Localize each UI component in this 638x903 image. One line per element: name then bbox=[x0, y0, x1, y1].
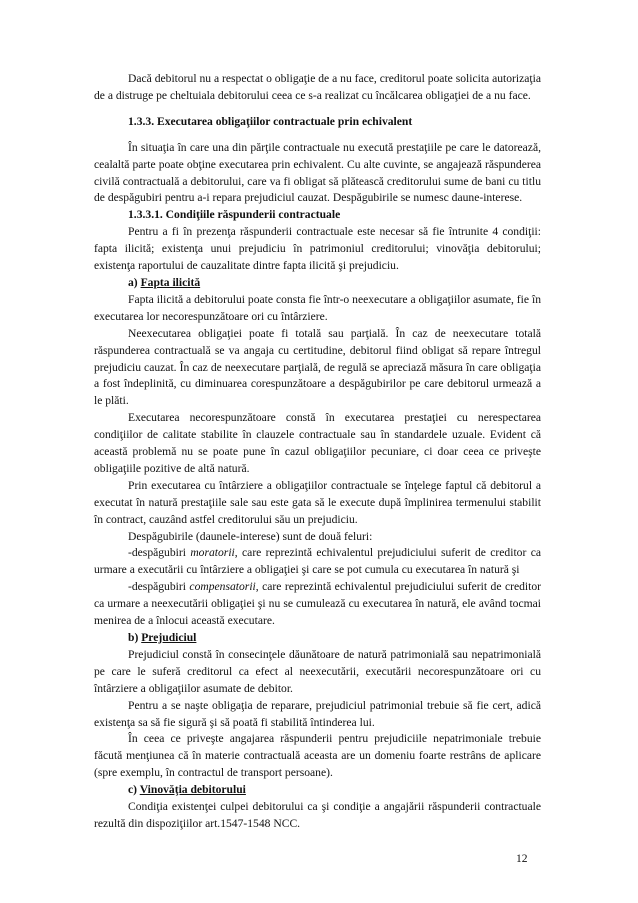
paragraph-despagubiri-compensatorii bbox=[94, 579, 541, 630]
text-post: , care reprezintă echivalentul prejudiciului suferit de creditor ca urmare a executării cu întârziere a obligaţiei şi care se pot cumula cu executarea în natură şi bbox=[94, 546, 541, 577]
text-post: , care reprezintă echivalentul prejudiciului suferit de creditor ca urmare a neexecutării obligaţiei şi nu se cumulează cu executarea în natură, ele având tocmai menirea de a înlocui această executare. bbox=[94, 580, 541, 628]
heading-vinovatia bbox=[94, 782, 541, 799]
heading-prejudiciul bbox=[94, 630, 541, 647]
paragraph-executare-cu-intarziere: Prin executarea cu întârziere a obligaţiilor contractuale se înţelege faptul că debitorul a executat în natură prestaţiile sale sau este gata să le execute după împlinirea termenului stabilit în contract, cauzând astfel creditorului său un prejudiciu. bbox=[94, 478, 541, 526]
heading-prefix: b) bbox=[128, 631, 142, 644]
paragraph-vinovatia: Condiţia existenţei culpei debitorului ca şi condiţie a angajării răspunderii contractuale rezultă din dispoziţiilor art.1547-1548 NCC. bbox=[94, 800, 541, 830]
heading-title: Vinovăţia debitorului bbox=[139, 783, 246, 797]
heading-title: Prejudiciul bbox=[141, 631, 197, 644]
text-pre: -despăgubiri bbox=[128, 580, 190, 594]
paragraph-executare-necorespunzatoare: Executarea necorespunzătoare constă în executarea prestaţiei cu nerespectarea condiţiilor de calitate stabilite în clauzele contractuale sau în standardele uzuale. Evident că această problemă nu se poate pune în cazul obligaţiilor pecuniare, ci doar ceea ce priveşte obligaţiile pozitive de altă natură. bbox=[94, 411, 541, 475]
text-emphasis: moratorii bbox=[190, 546, 235, 560]
paragraph-obligatia-de-reparare: Pentru a se naşte obligaţia de reparare, prejudiciul patrimonial trebuie să fie cert, adică existenţa sa să fie sigură şi să poată fi stabilită întinderea lui. bbox=[94, 698, 541, 729]
paragraph-fapta-ilicita: Fapta ilicită a debitorului poate consta fie într-o neexecutare a obligaţiilor asumate, fie în executarea lor necorespunzătoare ori cu întârziere. bbox=[94, 292, 541, 323]
paragraph-neexecutare: Neexecutarea obligaţiei poate fi totală sau parţială. În caz de neexecutare totală răspunderea contractuală se va angaja cu certitudine, debitorul fiind obligat să repare întregul prejudiciu cauzat. În caz de neexecutare parţială, de regulă se apreciază măsura în care obligaţia a fost îndeplinită, cu diminuarea corespunzătoare a despăgubirilor pe care debitorul urmează a le plăti. bbox=[94, 326, 541, 408]
paragraph-despagubiri: Despăgubirile (daunele-interese) sunt de două feluri: bbox=[128, 529, 373, 543]
page-number: 12 bbox=[516, 852, 528, 865]
document-page bbox=[94, 71, 541, 833]
heading-1-3-3-1: 1.3.3.1. Condiţiile răspunderii contractuale bbox=[128, 208, 341, 222]
text-pre: -despăgubiri bbox=[128, 546, 191, 560]
paragraph-prejudicii-nepatrimoniale: În ceea ce priveşte angajarea răspunderii pentru prejudiciile nepatrimoniale trebuie făcută menţiunea că în materie contractuală aceasta are un domeniu foarte restrâns de aplicare (spre exemplu, în contractul de transport persoane). bbox=[94, 732, 541, 780]
paragraph-conditii: Pentru a fi în prezenţa răspunderii contractuale este necesar să fie întrunite 4 condiţii: fapta ilicită; existenţa unui prejudiciu în patrimoniul creditorului; vinovăţia debitorului; existenţa raportului de cauzalitate dintre fapta ilicită şi prejudiciu. bbox=[94, 225, 541, 273]
heading-1-3-3: 1.3.3. Executarea obligaţiilor contractuale prin echivalent bbox=[128, 114, 413, 128]
paragraph-prejudiciul: Prejudiciul constă în consecinţele dăunătoare de natură patrimonială sau nepatrimonială pe care le suferă creditorul ca efect al neexecutării, executării necorespunzătoare ori cu întârziere a obligaţiilor asumate de debitor. bbox=[94, 647, 541, 695]
heading-prefix: a) bbox=[128, 275, 141, 289]
heading-fapta-ilicita bbox=[94, 275, 541, 292]
paragraph-obligatie-a-nu-face: Dacă debitorul nu a respectat o obligaţie de a nu face, creditorul poate solicita autorizaţia de a distruge pe cheltuiala debitorului ceea ce s-a realizat cu încălcarea obligaţiei de a nu face. bbox=[94, 72, 542, 102]
text-emphasis: compensatorii bbox=[189, 580, 256, 594]
heading-prefix: c) bbox=[128, 783, 140, 797]
heading-title: Fapta ilicită bbox=[140, 275, 201, 289]
paragraph-despagubiri-moratorii bbox=[94, 545, 541, 579]
paragraph-executare-prin-echivalent: În situaţia în care una din părţile contractuale nu execută prestaţiile pe care le datorează, cealaltă parte poate obţine executarea prin echivalent. Cu alte cuvinte, se angajează răspunderea civilă contractuală a debitorului, care va fi obligat să plătească creditorului sume de bani cu titlu de despăgubiri pentru a-i repara prejudiciul cauzat. Despăgubirile se numesc daune-interese. bbox=[94, 140, 541, 205]
